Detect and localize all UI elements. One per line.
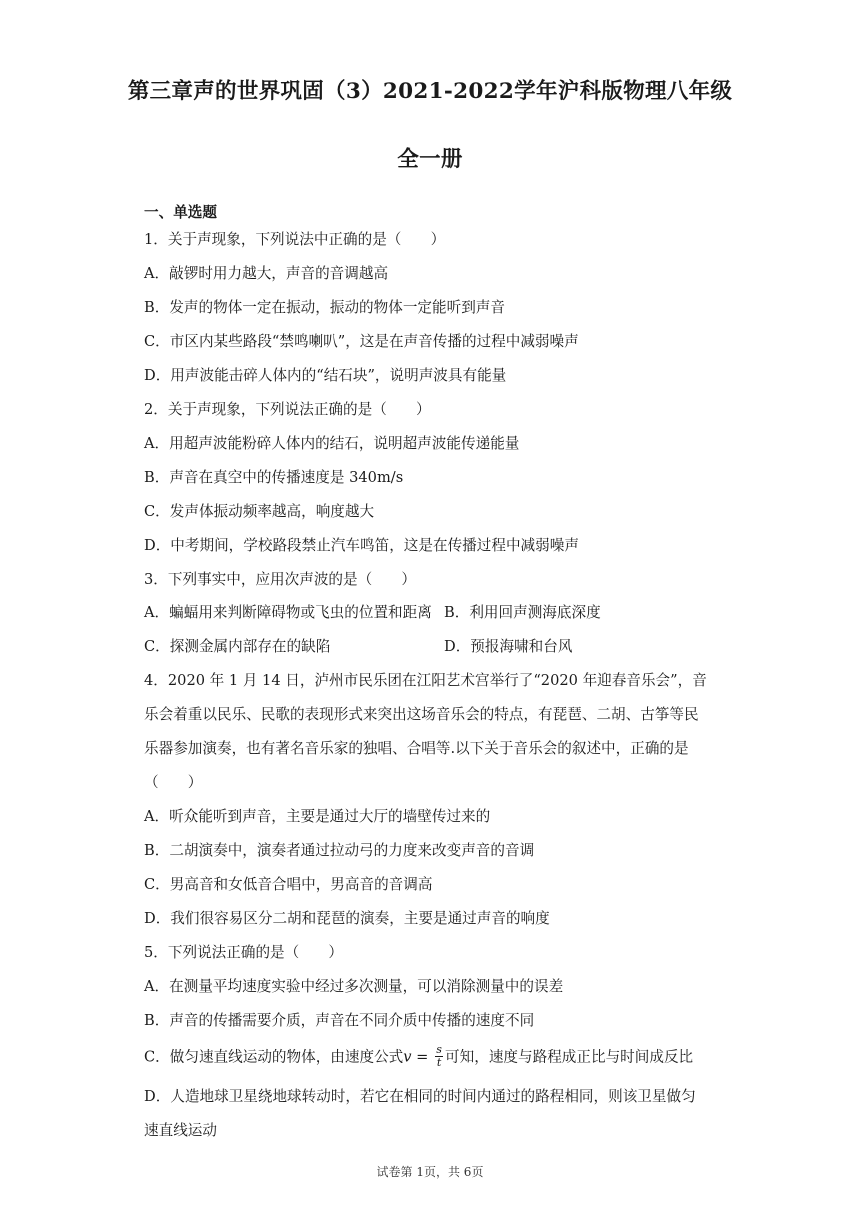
title-line-2: 全一册 (397, 147, 463, 172)
speed-formula-fraction (435, 1044, 443, 1069)
q2-option-a: A．用超声波能粉碎人体内的结石，说明超声波能传递能量 (144, 435, 520, 452)
q5-option-a: A．在测量平均速度实验中经过多次测量，可以消除测量中的误差 (144, 978, 564, 995)
section-heading: 一、单选题 (144, 204, 217, 221)
q5-stem: 5．下列说法正确的是（ ） (144, 944, 344, 961)
q4-stem-line-1: 4．2020 年 1 月 14 日，泸州市民乐团在江阳艺术宫举行了“2020 年迎春音乐会”，音 (144, 672, 707, 689)
q4-option-c: C．男高音和女低音合唱中，男高音的音调高 (144, 876, 433, 893)
q2-stem: 2．关于声现象，下列说法正确的是（ ） (144, 401, 431, 418)
title-line-1: 第三章声的世界巩固（3）2021-2022学年沪科版物理八年级 (127, 79, 733, 104)
q1-option-a: A．敲锣时用力越大，声音的音调越高 (144, 265, 389, 282)
q1-option-b: B．发声的物体一定在振动，振动的物体一定能听到声音 (144, 299, 505, 316)
q2-option-c: C．发声体振动频率越高，响度越大 (144, 503, 375, 520)
q4-option-d: D．我们很容易区分二胡和琵琶的演奏，主要是通过声音的响度 (144, 910, 550, 927)
q5-option-c-suffix: 可知，速度与路程成正比与时间成反比 (445, 1048, 694, 1066)
q5-option-c-prefix: C．做匀速直线运动的物体，由速度公式 (144, 1048, 404, 1066)
q3-option-d: D．预报海啸和台风 (444, 638, 573, 655)
page-footer: 试卷第 1页，共 6页 (376, 1165, 484, 1179)
equals-sign: = (411, 1048, 434, 1066)
q2-option-d: D．中考期间，学校路段禁止汽车鸣笛，这是在传播过程中减弱噪声 (144, 537, 579, 554)
velocity-symbol: v (403, 1048, 412, 1066)
q5-option-d-line-2: 速直线运动 (144, 1122, 217, 1139)
q5-option-c (144, 1045, 693, 1070)
q2-option-b: B．声音在真空中的传播速度是 340m/s (144, 469, 404, 486)
q5-option-d-line-1: D．人造地球卫星绕地球转动时，若它在相同的时间内通过的路程相同，则该卫星做匀 (144, 1088, 696, 1105)
document-title (100, 68, 760, 184)
q3-option-b: B．利用回声测海底深度 (444, 604, 601, 621)
q4-stem-line-4: （ ） (144, 774, 203, 791)
q1-option-d: D．用声波能击碎人体内的“结石块”，说明声波具有能量 (144, 367, 507, 384)
q1-stem: 1．关于声现象，下列说法中正确的是（ ） (144, 231, 446, 248)
q3-option-c: C．探测金属内部存在的缺陷 (144, 638, 331, 655)
q3-stem: 3．下列事实中，应用次声波的是（ ） (144, 571, 416, 588)
q4-option-b: B．二胡演奏中，演奏者通过拉动弓的力度来改变声音的音调 (144, 842, 535, 859)
q1-option-c: C．市区内某些路段“禁鸣喇叭”，这是在声音传播的过程中减弱噪声 (144, 333, 579, 350)
q5-option-b: B．声音的传播需要介质，声音在不同介质中传播的速度不同 (144, 1012, 535, 1029)
q4-stem-line-3: 乐器参加演奏，也有著名音乐家的独唱、合唱等.以下关于音乐会的叙述中，正确的是 (144, 740, 689, 757)
q3-option-a: A．蝙蝠用来判断障碍物或飞虫的位置和距离 (144, 604, 432, 621)
q4-option-a: A．听众能听到声音，主要是通过大厅的墙壁传过来的 (144, 808, 491, 825)
fraction-denominator: t (436, 1056, 442, 1069)
q4-stem-line-2: 乐会着重以民乐、民歌的表现形式来突出这场音乐会的特点，有琵琶、二胡、古筝等民 (144, 706, 699, 723)
fraction-numerator: s (436, 1043, 442, 1056)
